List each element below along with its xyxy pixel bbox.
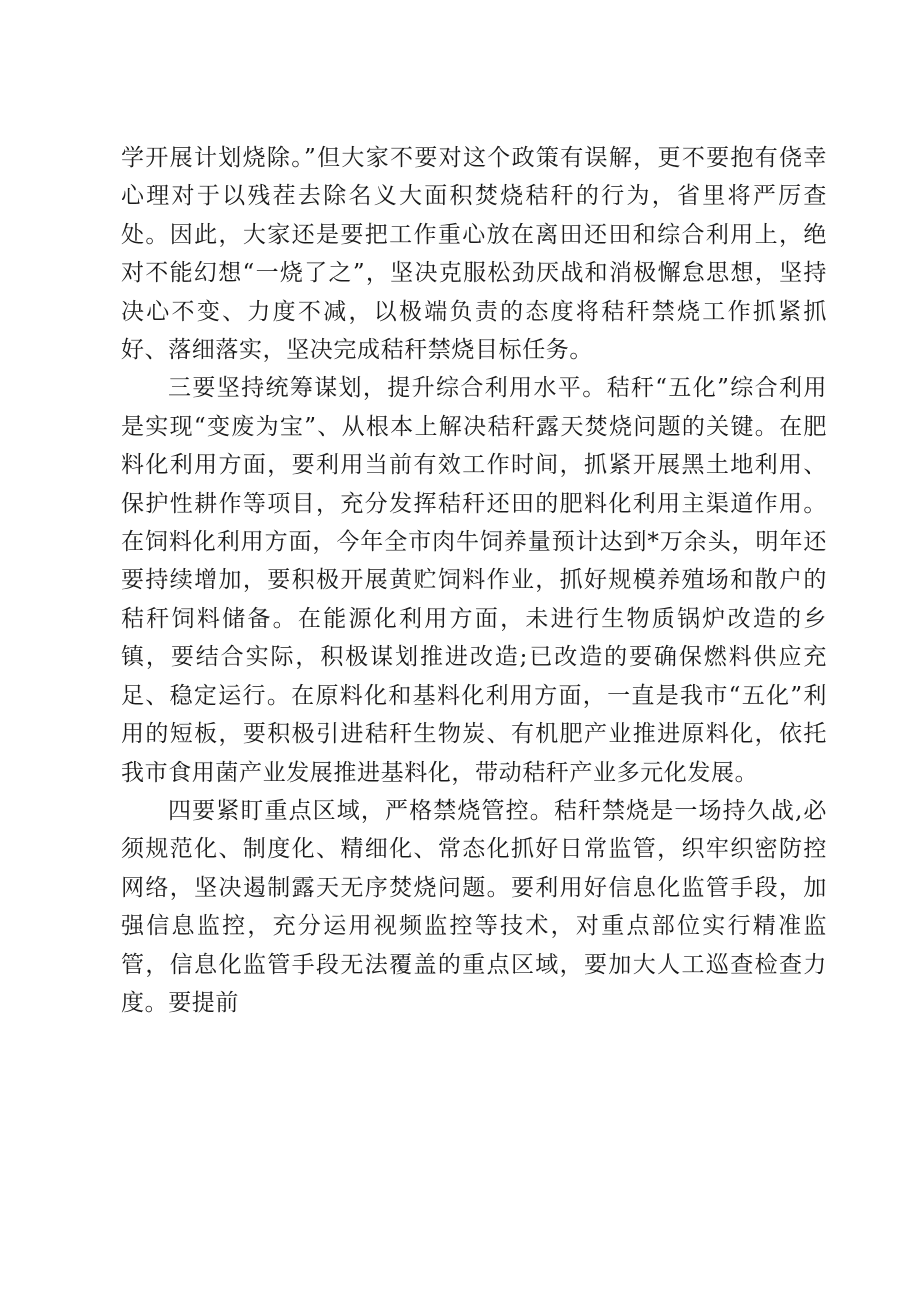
paragraph-point-four: 四要紧盯重点区域，严格禁烧管控。秸秆禁烧是一场持久战,必须规范化、制度化、精细化、常态化抓好日常监管，织牢织密防控网络，坚决遏制露天无序焚烧问题。要利用好信息化监管手段，加强信息监控，充分运用视频监控等技术，对重点部位实行精准监管，信息化监管手段无法覆盖的重点区域，要加大人工巡查检查力度。要提前 xyxy=(121,797,827,1016)
paragraph-continuation: 学开展计划烧除。”但大家不要对这个政策有误解，更不要抱有侥幸心理对于以残茬去除名义大面积焚烧秸秆的行为，省里将严厉查处。因此，大家还是要把工作重心放在离田还田和综合利用上，绝对不能幻想“一烧了之”，坚决克服松劲厌战和消极懈怠思想，坚持决心不变、力度不减，以极端负责的态度将秸秆禁烧工作抓紧抓好、落细落实，坚决完成秸秆禁烧目标任务。 xyxy=(121,145,827,364)
paragraph-point-three: 三要坚持统筹谋划，提升综合利用水平。秸秆“五化”综合利用是实现“变废为宝”、从根本上解决秸秆露天焚烧问题的关键。在肥料化利用方面，要利用当前有效工作时间，抓紧开展黑土地利用、保护性耕作等项目，充分发挥秸秆还田的肥料化利用主渠道作用。在饲料化利用方面，今年全市肉牛饲养量预计达到*万余头，明年还要持续增加，要积极开展黄贮饲料作业，抓好规模养殖场和散户的秸秆饲料储备。在能源化利用方面，未进行生物质锅炉改造的乡镇，要结合实际，积极谋划推进改造;已改造的要确保燃料供应充足、稳定运行。在原料化和基料化利用方面，一直是我市“五化”利用的短板，要积极引进秸秆生物炭、有机肥产业推进原料化，依托我市食用菌产业发展推进基料化，带动秸秆产业多元化发展。 xyxy=(121,375,827,786)
document-body xyxy=(121,139,827,1022)
